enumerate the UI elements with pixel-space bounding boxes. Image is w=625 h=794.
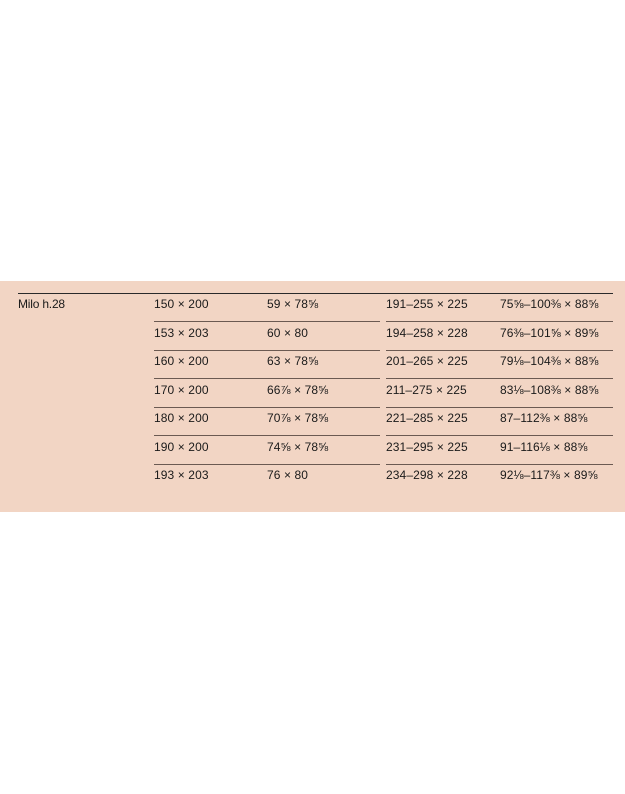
row-divider-right xyxy=(386,378,613,379)
row-divider-left xyxy=(154,378,380,379)
row-divider-left xyxy=(154,464,380,465)
row-divider-left xyxy=(154,407,380,408)
size-inch-cell: 60 × 80 xyxy=(267,325,309,340)
range-cm-cell: 221–285 × 225 xyxy=(386,411,468,425)
range-inch-cell: 76⅜–101⅝ × 89⅝ xyxy=(500,325,599,340)
range-inch-cell: 92⅛–117⅜ × 89⅝ xyxy=(500,468,598,482)
row-divider-right xyxy=(386,407,613,408)
range-cm-cell: 211–275 × 225 xyxy=(386,382,467,397)
size-cm-cell: 180 × 200 xyxy=(154,411,209,425)
range-inch-cell: 91–116⅛ × 88⅝ xyxy=(500,439,588,454)
size-inch-cell: 59 × 78⅝ xyxy=(267,297,319,311)
size-cm-cell: 153 × 203 xyxy=(154,325,209,340)
range-inch-cell: 83⅛–108⅜ × 88⅝ xyxy=(500,382,599,397)
row-divider-right xyxy=(386,464,613,465)
range-inch-cell: 79⅛–104⅜ × 88⅝ xyxy=(500,354,599,368)
row-divider-left xyxy=(154,321,380,322)
size-inch-cell: 63 × 78⅝ xyxy=(267,354,319,368)
range-cm-cell: 231–295 × 225 xyxy=(386,439,468,454)
row-divider-right xyxy=(386,321,613,322)
size-inch-cell: 74⅝ × 78⅝ xyxy=(267,439,329,454)
row-divider-right xyxy=(386,350,613,351)
range-cm-cell: 191–255 × 225 xyxy=(386,297,468,311)
size-inch-cell: 66⅞ × 78⅝ xyxy=(267,382,329,397)
range-inch-cell: 75⅝–100⅜ × 88⅝ xyxy=(500,297,599,311)
row-divider-right xyxy=(386,435,613,436)
range-cm-cell: 201–265 × 225 xyxy=(386,354,468,368)
range-inch-cell: 87–112⅜ × 88⅝ xyxy=(500,411,588,425)
range-cm-cell: 194–258 × 228 xyxy=(386,325,468,340)
row-divider-left xyxy=(154,435,380,436)
size-cm-cell: 160 × 200 xyxy=(154,354,209,368)
size-cm-cell: 150 × 200 xyxy=(154,297,209,311)
range-cm-cell: 234–298 × 228 xyxy=(386,468,468,482)
size-cm-cell: 170 × 200 xyxy=(154,382,209,397)
size-cm-cell: 190 × 200 xyxy=(154,439,209,454)
row-divider-left xyxy=(154,350,380,351)
product-label: Milo h.28 xyxy=(18,297,65,311)
table-top-rule xyxy=(18,293,613,294)
size-inch-cell: 70⅞ × 78⅝ xyxy=(267,411,329,425)
size-inch-cell: 76 × 80 xyxy=(267,468,309,482)
size-cm-cell: 193 × 203 xyxy=(154,468,209,482)
